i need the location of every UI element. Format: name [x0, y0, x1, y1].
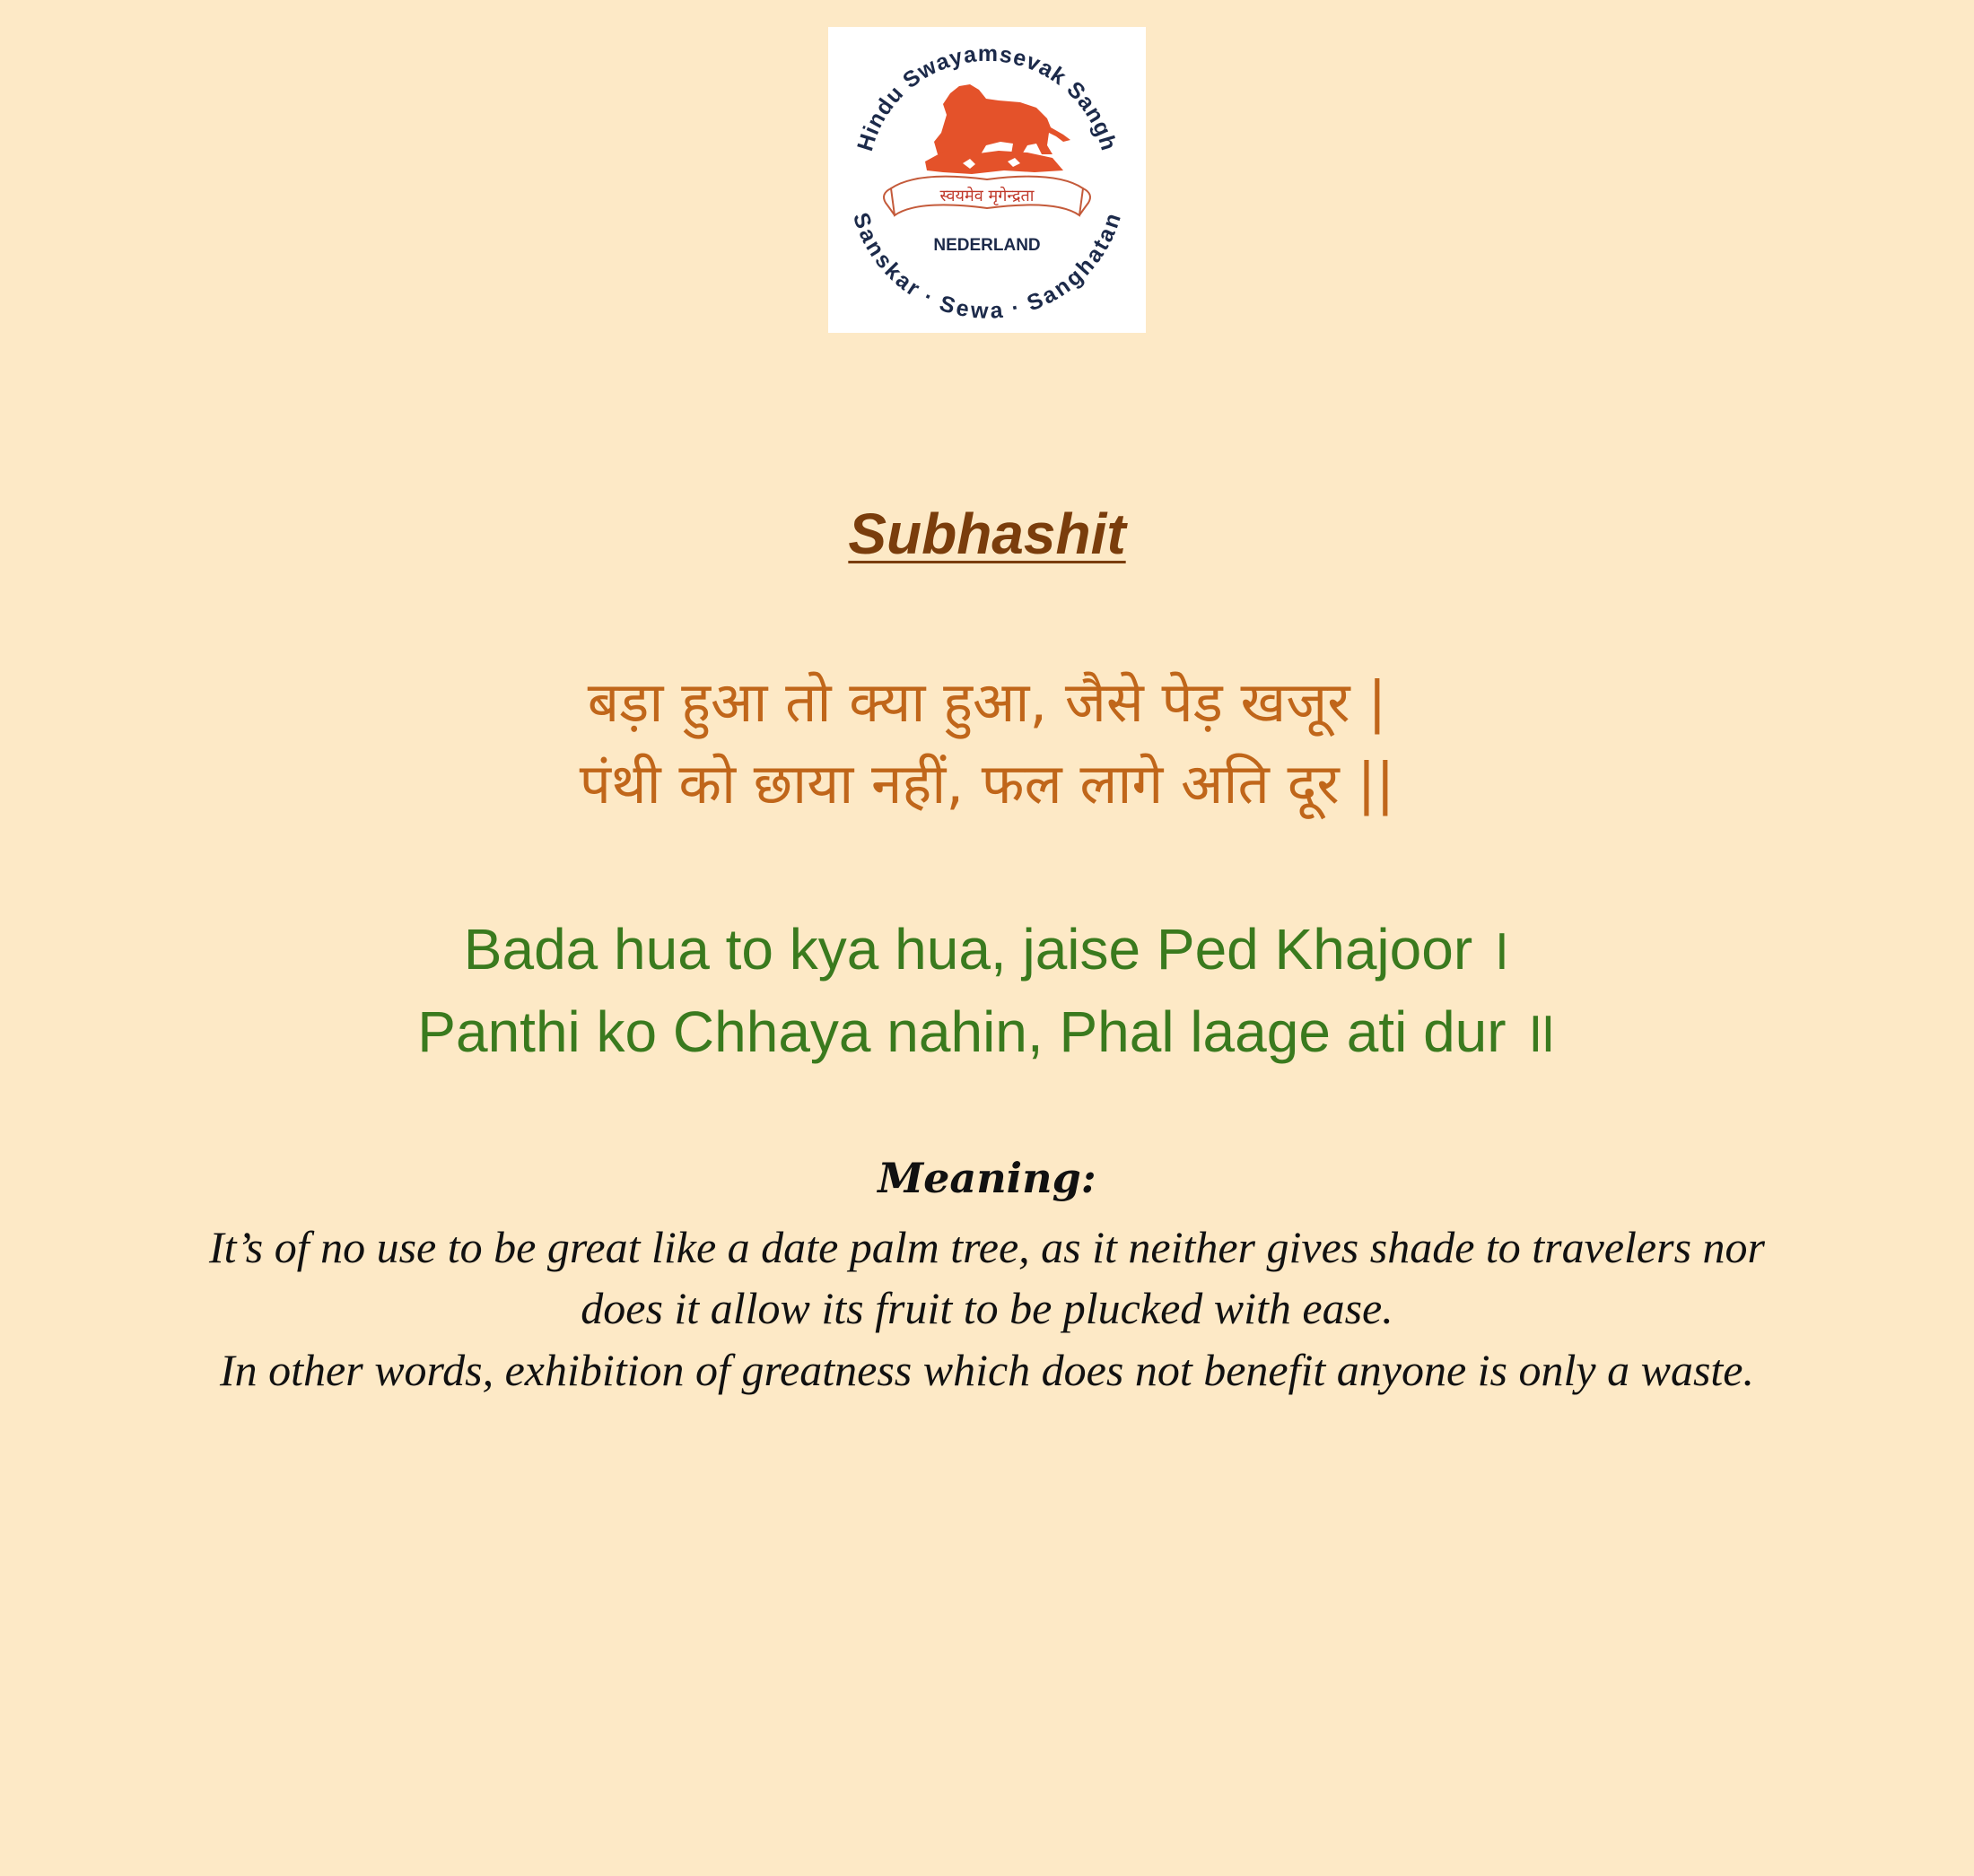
- transliteration-line-1: Bada hua to kya hua, jaise Ped Khajoor ।: [463, 917, 1511, 982]
- meaning-line-1: It’s of no use to be great like a date palm tree, as it neither gives shade to travelers nor: [209, 1222, 1765, 1272]
- hindi-verse-line-1: बड़ा हुआ तो क्या हुआ, जैसे पेड़ खजूर |: [587, 669, 1387, 735]
- logo-ring-bottom-text: Sanskar · Sewa · Sanghatan: [847, 209, 1127, 324]
- hss-nederland-logo: [828, 27, 1146, 333]
- logo-motto: स्वयमेव मृगेन्द्रता: [939, 187, 1035, 205]
- logo-country: NEDERLAND: [933, 236, 1041, 255]
- meaning-line-2: does it allow its fruit to be plucked with ease.: [581, 1283, 1393, 1333]
- transliteration-line-2: Panthi ko Chhaya nahin, Phal laage ati dur ॥: [417, 999, 1557, 1064]
- meaning-heading: Meaning:: [878, 1154, 1096, 1202]
- lion-icon: [925, 84, 1070, 174]
- logo-ring-top-text: Hindu Swayamsevak Sangh: [852, 40, 1122, 154]
- page-title: Subhashit: [848, 502, 1126, 566]
- hindi-verse-line-2: पंथी को छाया नहीं, फल लागे अति दूर ||: [579, 751, 1395, 816]
- svg-text:Sanskar · Sewa · Sanghatan: [848, 210, 1126, 324]
- meaning-line-3: In other words, exhibition of greatness which does not benefit anyone is only a waste.: [220, 1345, 1754, 1395]
